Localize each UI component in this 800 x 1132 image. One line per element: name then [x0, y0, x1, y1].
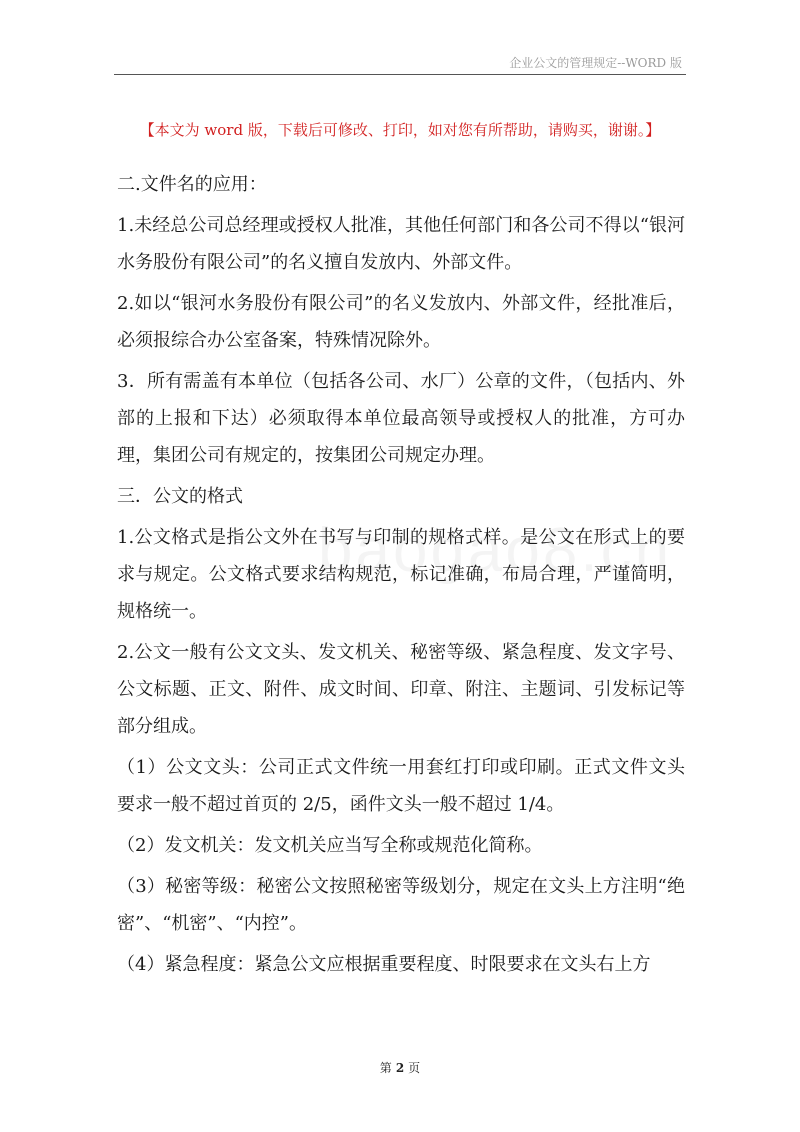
paragraph: （1）公文文头：公司正式文件统一用套红打印或印刷。正式文件文头要求一般不超过首页的 2/5，函件文头一般不超过 1/4。: [117, 757, 685, 815]
page-number: 2: [395, 1061, 405, 1075]
page-header-title: 企业公文的管理规定--WORD 版: [509, 56, 682, 70]
paragraph: （2）发文机关：发文机关应当写全称或规范化简称。: [117, 835, 543, 856]
paragraph: 1.公文格式是指公文外在书写与印制的规格式样。是公文在形式上的要求与规定。公文格式要求结构规范，标记准确，布局合理，严谨简明，规格统一。: [117, 527, 685, 622]
red-notice-banner: 【本文为 word 版，下载后可修改、打印，如对您有所帮助，请购买，谢谢。】: [139, 121, 661, 139]
section-heading-2: 二.文件名的应用：: [117, 174, 267, 195]
paragraph: （4）紧急程度：紧急公文应根据重要程度、时限要求在文头右上方: [117, 954, 651, 975]
page-prefix: 第: [379, 1061, 392, 1075]
paragraph: 1.未经总公司总经理或授权人批准，其他任何部门和各公司不得以“银河水务股份有限公司”的名义擅自发放内、外部文件。: [117, 215, 685, 273]
paragraph: 2.如以“银河水务股份有限公司”的名义发放内、外部文件，经批准后，必须报综合办公室备案，特殊情况除外。: [117, 293, 685, 351]
paragraph: 3．所有需盖有本单位（包括各公司、水厂）公章的文件，（包括内、外部的上报和下达）必须取得本单位最高领导或授权人的批准，方可办理，集团公司有规定的，按集团公司规定办理。: [117, 371, 685, 466]
section-heading-3: 三．公文的格式: [117, 486, 243, 507]
document-body: [117, 166, 685, 987]
paragraph: （3）秘密等级：秘密公文按照秘密等级划分，规定在文头上方注明“绝密”、“机密”、“内控”。: [117, 876, 685, 934]
header-divider: [114, 74, 686, 75]
page-suffix: 页: [408, 1061, 421, 1075]
page-number-footer: [0, 1059, 800, 1076]
paragraph: 2.公文一般有公文文头、发文机关、秘密等级、紧急程度、发文字号、公文标题、正文、附件、成文时间、印章、附注、主题词、引发标记等部分组成。: [117, 642, 685, 737]
